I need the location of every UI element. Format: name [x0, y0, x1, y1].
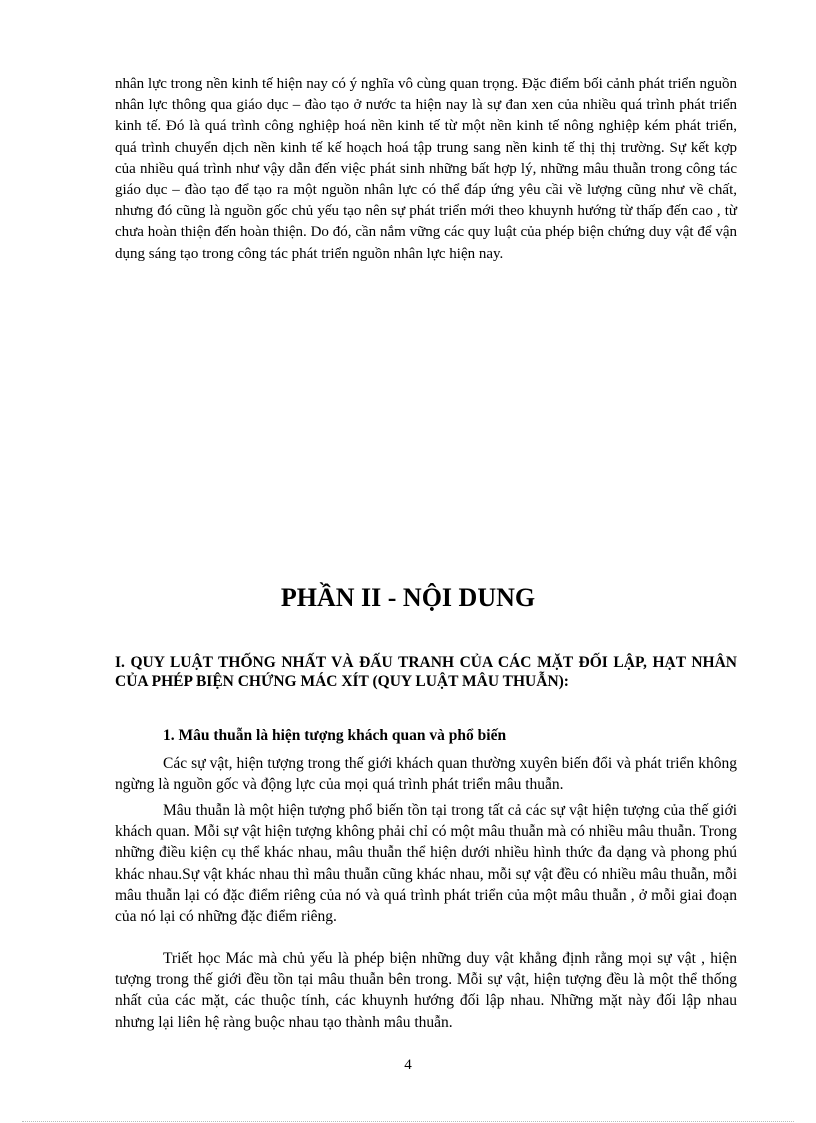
page-number: 4	[404, 1057, 412, 1073]
page-bottom-divider	[22, 1121, 794, 1122]
body-paragraph-2: Mâu thuẫn là một hiện tượng phổ biến tồn tại trong tất cả các sự vật hiện tượng của thế giới khách quan. Mỗi sự vật hiện tượng không phải chỉ có một mâu thuẫn mà có nhiều mâu thuẫn. Trong những điều kiện cụ thể khác nhau, mâu thuẫn thể hiện dưới nhiều hình thức đa dạng và phong phú khác nhau.Sự vật khác nhau thì mâu thuẫn cũng khác nhau, mỗi sự vật đều có nhiều mâu thuẫn, mỗi mâu thuẫn lại có đặc điểm riêng của nó và quá trình phát triển của một mâu thuẫn , ở mỗi giai đoạn của nó lại có những đặc điểm riêng.	[115, 802, 737, 926]
part-heading: PHẦN II - NỘI DUNG	[280, 583, 536, 612]
subsection-heading: 1. Mâu thuẫn là hiện tượng khách quan và phổ biến	[163, 727, 507, 744]
body-paragraph-1: Các sự vật, hiện tượng trong thế giới khách quan thường xuyên biến đổi và phát triển không ngừng là nguồn gốc và động lực của mọi quá trình phát triển mâu thuẫn.	[115, 755, 737, 794]
section-heading: I. QUY LUẬT THỐNG NHẤT VÀ ĐẤU TRANH CỦA CÁC MẶT ĐỐI LẬP, HẠT NHÂN CỦA PHÉP BIỆN CHỨNG MÁC XÍT (QUY LUẬT MÂU THUẪN):	[115, 654, 737, 690]
intro-paragraph: nhân lực trong nền kinh tế hiện nay có ý nghĩa vô cùng quan trọng. Đặc điểm bối cảnh phát triển nguồn nhân lực thông qua giáo dục – đào tạo ở nước ta hiện nay là sự đan xen của nhiều quá trình phát triển kinh tế. Đó là quá trình công nghiệp hoá nền kinh tế từ một nền kinh tế nông nghiệp kém phát triển, quá trình chuyển dịch nền kinh tế kế hoạch hoá tập trung sang nền kinh tế thị thị trường. Sự kết kợp của nhiều quá trình như vậy dẫn đến việc phát sinh những bất hợp lý, những mâu thuẫn trong công tác giáo dục – đào tạo để tạo ra một nguồn nhân lực có thể đáp ứng yêu cầi về lượng cũng như về chất, nhưng đó cũng là nguồn gốc chủ yếu tạo nên sự phát triển mới theo khuynh hướng từ thấp đến cao , từ chưa hoàn thiện đến hoàn thiện. Do đó, cần nắm vững các quy luật của phép biện chứng duy vật để vận dụng sáng tạo trong công tác phát triển nguồn nhân lực hiện nay.	[115, 76, 737, 262]
body-paragraph-3: Triết học Mác mà chủ yếu là phép biện những duy vật khẳng định rằng mọi sự vật , hiện tượng trong thế giới đều tồn tại mâu thuẫn bên trong. Mỗi sự vật, hiện tượng đều là một thể thống nhất của các mặt, các thuộc tính, các khuynh hướng đối lập nhau. Những mặt này đối lập nhau nhưng lại liên hệ ràng buộc nhau tạo thành mâu thuẫn.	[115, 950, 737, 1031]
